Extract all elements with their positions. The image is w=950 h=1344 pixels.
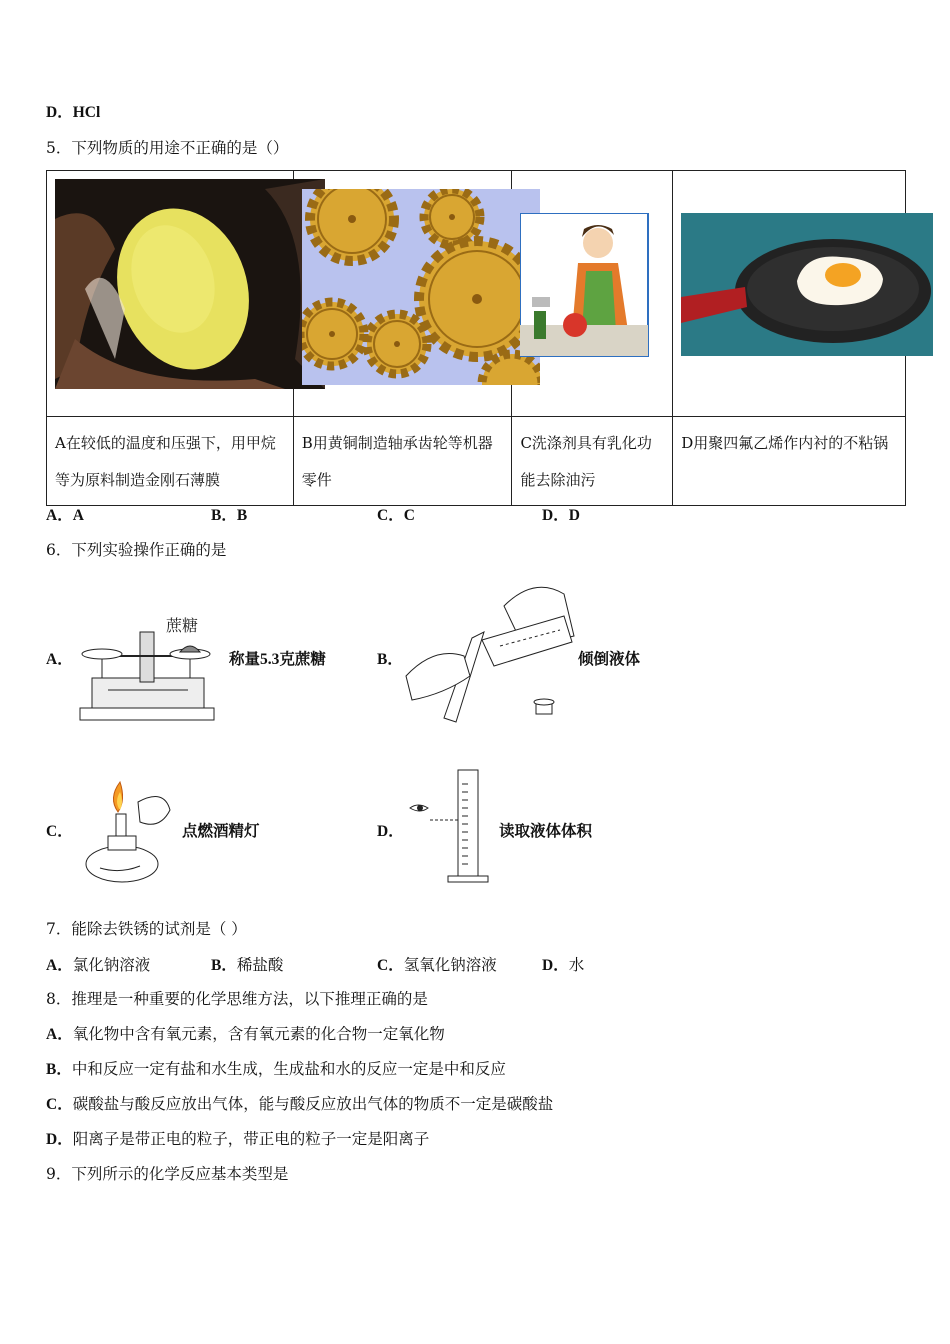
q7-option-b bbox=[211, 955, 283, 976]
option-text: 氢氧化钠溶液 bbox=[403, 956, 497, 974]
option-label: D． bbox=[46, 104, 73, 121]
option-label: C． bbox=[377, 957, 404, 974]
option-text: HCl bbox=[72, 104, 101, 121]
q6-option-a-label: A． bbox=[46, 651, 73, 668]
option-label: A． bbox=[46, 957, 73, 974]
sugar-label: 蔗糖 bbox=[166, 616, 199, 635]
q5-stem: 5．下列物质的用途不正确的是（） bbox=[46, 139, 289, 157]
option-label: C． bbox=[46, 1096, 73, 1113]
q8-option-d bbox=[46, 1129, 429, 1150]
q6-option-b-label: B． bbox=[377, 651, 403, 668]
option-text: C bbox=[403, 507, 415, 524]
q5-option-a bbox=[46, 505, 84, 526]
q5-caption-c: C洗涤剂具有乳化功能去除油污 bbox=[512, 417, 673, 506]
option-text: 碳酸盐与酸反应放出气体，能与酸反应放出气体的物质不一定是碳酸盐 bbox=[72, 1095, 554, 1113]
brass-gears-photo bbox=[294, 171, 512, 416]
q7-option-d bbox=[542, 955, 584, 976]
option-label: B． bbox=[46, 1061, 72, 1078]
q5-image-table bbox=[46, 170, 906, 506]
q6-option-c-text: 点燃酒精灯 bbox=[182, 823, 260, 840]
option-label: B． bbox=[211, 507, 237, 524]
q5-option-b bbox=[211, 505, 247, 526]
option-text: A bbox=[72, 507, 84, 524]
option-label: D． bbox=[542, 957, 569, 974]
option-text: 中和反应一定有盐和水生成，生成盐和水的反应一定是中和反应 bbox=[71, 1060, 506, 1078]
option-label: B． bbox=[211, 957, 237, 974]
q6-option-b-text: 倾倒液体 bbox=[578, 651, 641, 668]
q9-stem: 9．下列所示的化学反应基本类型是 bbox=[46, 1165, 289, 1183]
option-text: D bbox=[568, 507, 580, 524]
option-label: D． bbox=[542, 507, 569, 524]
q7-option-c bbox=[377, 955, 497, 976]
q7-stem: 7．能除去铁锈的试剂是（ ） bbox=[46, 920, 247, 938]
alcohol-lamp-figure bbox=[80, 778, 174, 884]
q8-stem: 8．推理是一种重要的化学思维方法，以下推理正确的是 bbox=[46, 990, 428, 1008]
q6-stem: 6．下列实验操作正确的是 bbox=[46, 541, 227, 559]
balance-scale-figure bbox=[78, 612, 218, 724]
option-text: 阳离子是带正电的粒子，带正电的粒子一定是阳离子 bbox=[72, 1130, 430, 1148]
q6-option-d-label: D． bbox=[377, 823, 404, 840]
q5-caption-d: D用聚四氟乙烯作内衬的不粘锅 bbox=[673, 417, 906, 506]
option-label: C． bbox=[377, 507, 404, 524]
frying-pan-egg-photo bbox=[673, 171, 905, 416]
boy-washing-dishes-illustration bbox=[512, 171, 672, 416]
q6-option-a-text: 称量5.3克蔗糖 bbox=[229, 651, 326, 668]
q7-option-a bbox=[46, 955, 150, 976]
pouring-liquid-figure bbox=[404, 576, 576, 726]
option-text: 氧化物中含有氧元素，含有氧元素的化合物一定氧化物 bbox=[72, 1025, 445, 1043]
option-label: D． bbox=[46, 1131, 73, 1148]
option-label: A． bbox=[46, 507, 73, 524]
q8-option-a bbox=[46, 1024, 445, 1045]
q6-option-c-label: C． bbox=[46, 823, 73, 840]
option-text: 水 bbox=[568, 956, 585, 974]
q4-option-d bbox=[46, 102, 100, 123]
measuring-cylinder-figure bbox=[406, 764, 496, 884]
q5-option-c bbox=[377, 505, 415, 526]
option-label: A． bbox=[46, 1026, 73, 1043]
option-text: 稀盐酸 bbox=[236, 956, 284, 974]
q8-option-b bbox=[46, 1059, 506, 1080]
q5-option-d bbox=[542, 505, 580, 526]
option-text: 氯化钠溶液 bbox=[72, 956, 151, 974]
q8-option-c bbox=[46, 1094, 553, 1115]
q5-caption-b: B用黄铜制造轴承齿轮等机器零件 bbox=[293, 417, 512, 506]
q6-option-d-text: 读取液体体积 bbox=[499, 823, 593, 840]
q5-caption-a: A在较低的温度和压强下，用甲烷等为原料制造金刚石薄膜 bbox=[47, 417, 294, 506]
option-text: B bbox=[236, 507, 248, 524]
diamond-film-photo bbox=[47, 171, 293, 416]
